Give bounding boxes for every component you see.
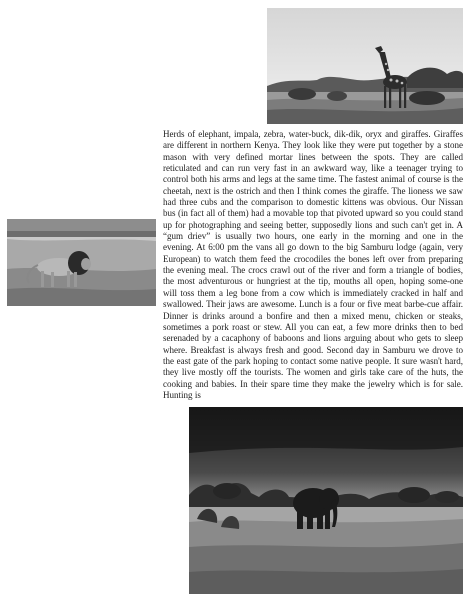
article-body-text: Herds of elephant, impala, zebra, water-buck, dik-dik, oryx and giraffes. Giraffes are different in northern Kenya. They look like they were put together by a stone mason with very defined mortar lines between the spots. They are called reticulated and can run very fast in an awkward way, like a teenager trying to control both his arms and legs at the same time. The fastest animal of course is the cheetah, next is the ostrich and then I think comes the giraffe. The lioness we saw had three cubs and the comparison to domestic kittens was obvious. Our Nissan bus (in fact all of them) had a movable top that pivoted upward so you could stand up for photographing and seeing better, supposedly lions and such can't get in. A “gum driev” is usually two hours, one early in the morning and one in the evening. At 6:00 pm the vans all go down to the big Samburu lodge (again, very European) to watch them feed the crocodiles the bones left over from preparing the evening meal. The crocs crawl out of the river and form a triangle of bodies, the most adventurous or hungriest at the tip, mouths all open, hoping some-one will toss them a leg bone from a cow which is immediately cracked in half and swallowed. Their jaws are awesome. Lunch is a four or five meat barbe-cue affair. Dinner is drinks around a bonfire and then a mixed menu, chicken or steaks, sometimes a pork roast or stew. All you can eat, a few more drinks then to bed serenaded by a cacaphony of baboons and lions arguing about who gets to sleep where. Breakfast is always fresh and good. Second day in Samburu we drove to the east gate of the park hoping to contact some native people. It sure wasn't hard, they live mostly off the tourists. The women and girls take care of the huts, the cooking and babies. In their spare time they make the jewelry which is for sale. Hunting is bbox=[163, 129, 463, 400]
giraffe-photo bbox=[267, 8, 463, 124]
elephant-photo bbox=[189, 407, 463, 594]
lion-photo bbox=[7, 219, 156, 306]
